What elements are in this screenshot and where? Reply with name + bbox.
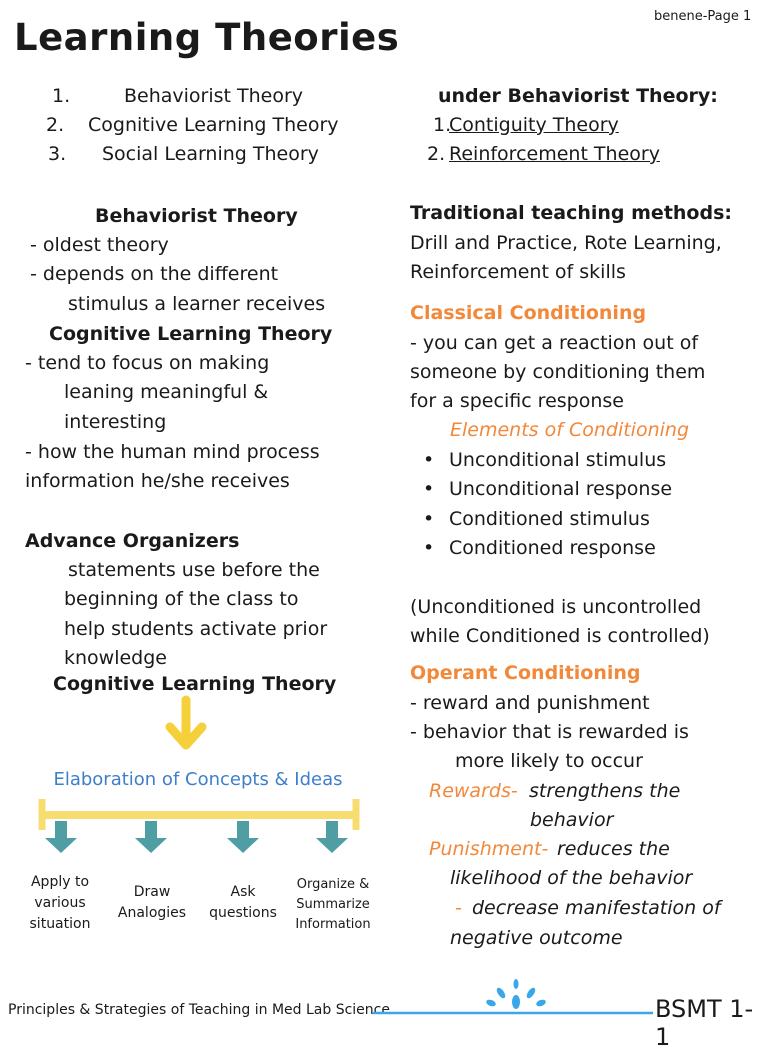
rewards-text-2: behavior [530,809,614,831]
footer-divider [370,978,655,1024]
list-item: • Conditioned response [423,534,672,563]
branch-organize: Organize & Summarize Information [295,877,371,932]
extra-text-1: decrease manifestation of [472,897,721,919]
dash-marker: - [455,897,462,919]
operant-conditioning-heading: Operant Conditioning [410,662,641,684]
theory-number-1: 1. [52,85,71,107]
under-behaviorist-heading: under Behaviorist Theory: [438,85,718,107]
elements-list [423,446,672,564]
behaviorist-line-1: - oldest theory [30,234,169,256]
branch-apply: Apply to various situation [29,874,91,932]
theory-item-1: Behaviorist Theory [124,85,304,107]
cognitive-line-1: - tend to focus on making [25,352,270,374]
punishment-label: Punishment- [429,838,549,860]
punishment-text-1: reduces the [557,838,670,860]
punishment-text-2: likelihood of the behavior [450,867,693,889]
classical-line-3: for a specific response [410,390,624,412]
under-item-number-2: 2. [427,143,446,165]
behaviorist-line-3: stimulus a learner receives [68,293,326,315]
cognitive-line-2: leaning meaningful & [64,381,269,403]
diagram-heading: Cognitive Learning Theory [53,673,337,695]
cognitive-line-5: information he/she receives [25,470,290,492]
conditioning-note-2: while Conditioned is controlled) [410,625,710,647]
cognitive-line-4: - how the human mind process [25,441,320,463]
contiguity-theory-link: Contiguity Theory [449,114,619,136]
under-item-number-1: 1. [433,114,452,136]
theory-number-3: 3. [48,143,67,165]
yellow-down-arrow-icon [170,700,202,745]
page-title: Learning Theories [14,16,400,59]
yellow-bracket-bar [42,799,356,830]
footer-course-title: Principles & Strategies of Teaching in Med Lab Science [8,1002,390,1018]
advance-line-3: help students activate prior [64,618,328,640]
cognitive-heading: Cognitive Learning Theory [49,323,333,345]
classical-conditioning-heading: Classical Conditioning [410,302,647,324]
diagram-banner: Elaboration of Concepts & Ideas [53,769,343,790]
theory-item-2: Cognitive Learning Theory [88,114,339,136]
branch-draw: Draw Analogies [117,884,187,921]
traditional-heading: Traditional teaching methods: [410,202,732,224]
classical-line-2: someone by conditioning them [410,361,706,383]
theory-number-2: 2. [46,114,65,136]
reinforcement-theory-link: Reinforcement Theory [449,143,660,165]
teal-down-arrow-icon [45,821,77,853]
classical-line-1: - you can get a reaction out of [410,332,699,354]
behaviorist-heading: Behaviorist Theory [95,205,298,227]
list-item: • Unconditional response [423,475,672,504]
teal-down-arrow-icon [135,821,167,853]
list-item: • Unconditional stimulus [423,446,672,475]
behaviorist-line-2: - depends on the different [30,263,279,285]
rewards-text-1: strengthens the [529,780,681,802]
branch-ask: Ask questions [209,884,277,921]
extra-text-2: negative outcome [450,927,623,949]
teal-down-arrow-icon [316,821,348,853]
advance-line-4: knowledge [64,647,167,669]
advance-organizers-heading: Advance Organizers [25,530,240,552]
page-label: benene-Page 1 [654,9,752,24]
operant-line-3: more likely to occur [455,750,643,772]
list-item: • Conditioned stimulus [423,505,672,534]
operant-line-1: - reward and punishment [410,692,650,714]
concept-diagram [0,690,380,880]
rewards-label: Rewards- [429,780,518,802]
elements-heading: Elements of Conditioning [450,419,690,441]
advance-line-1: statements use before the [68,559,320,581]
traditional-line-2: Reinforcement of skills [410,261,626,283]
footer-class-label: BSMT 1-1 [655,995,754,1051]
theory-item-3: Social Learning Theory [102,143,319,165]
operant-line-2: - behavior that is rewarded is [410,721,689,743]
cognitive-line-3: interesting [64,411,167,433]
advance-line-2: beginning of the class to [64,588,299,610]
traditional-line-1: Drill and Practice, Rote Learning, [410,232,722,254]
sunburst-icon [485,979,546,1009]
teal-down-arrow-icon [227,821,259,853]
conditioning-note-1: (Unconditioned is uncontrolled [410,596,702,618]
